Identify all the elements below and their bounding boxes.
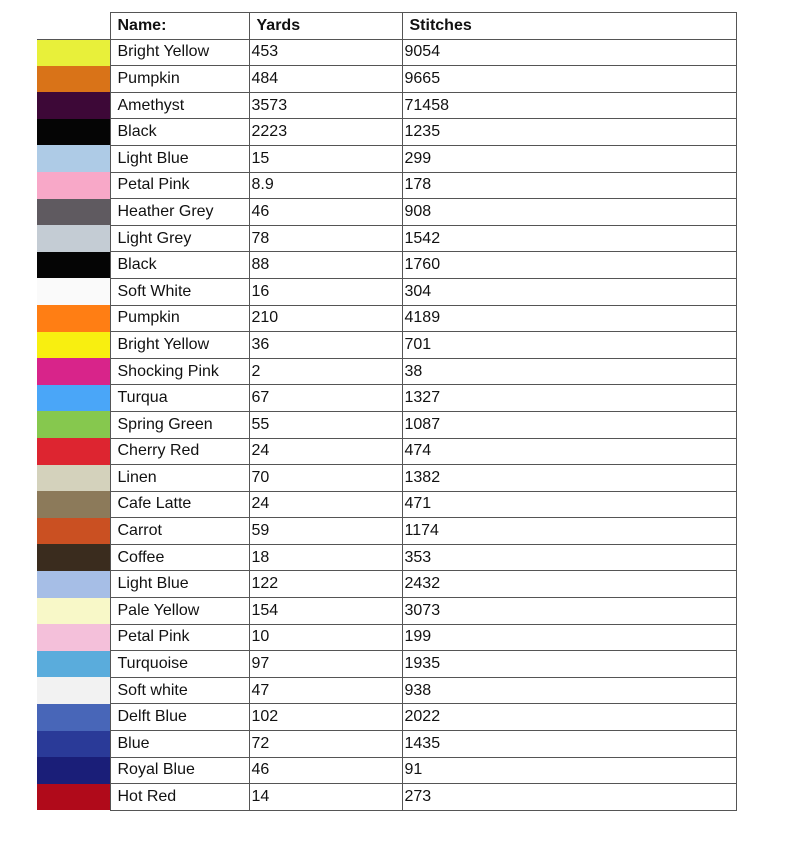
yards-cell: 97 <box>249 651 402 678</box>
color-name-cell: Soft white <box>110 677 249 704</box>
color-name-cell: Petal Pink <box>110 172 249 199</box>
color-swatch <box>37 172 110 199</box>
color-name-cell: Pumpkin <box>110 66 249 93</box>
table-row <box>37 145 736 172</box>
color-swatch <box>37 411 110 438</box>
table-row <box>37 278 736 305</box>
stitches-cell: 701 <box>402 332 736 359</box>
yards-cell: 88 <box>249 252 402 279</box>
color-swatch <box>37 252 110 279</box>
color-name-cell: Light Blue <box>110 571 249 598</box>
color-swatch <box>37 544 110 571</box>
stitches-cell: 1542 <box>402 225 736 252</box>
color-swatch <box>37 332 110 359</box>
color-swatch <box>37 199 110 226</box>
color-swatch <box>37 651 110 678</box>
table-row <box>37 172 736 199</box>
yards-cell: 24 <box>249 438 402 465</box>
color-swatch-cell <box>37 624 110 651</box>
color-swatch <box>37 119 110 146</box>
name-header: Name: <box>110 13 249 40</box>
yards-cell: 67 <box>249 385 402 412</box>
yards-cell: 55 <box>249 411 402 438</box>
color-swatch <box>37 677 110 704</box>
swatch-header <box>37 13 110 40</box>
table-row <box>37 92 736 119</box>
table-row <box>37 757 736 784</box>
table-row <box>37 651 736 678</box>
color-swatch-cell <box>37 385 110 412</box>
color-swatch-cell <box>37 199 110 226</box>
yards-cell: 453 <box>249 39 402 66</box>
stitches-cell: 71458 <box>402 92 736 119</box>
color-name-cell: Bright Yellow <box>110 39 249 66</box>
color-swatch <box>37 731 110 758</box>
color-swatch <box>37 66 110 93</box>
color-swatch <box>37 491 110 518</box>
yards-cell: 10 <box>249 624 402 651</box>
color-swatch <box>37 92 110 119</box>
color-name-cell: Delft Blue <box>110 704 249 731</box>
color-swatch <box>37 624 110 651</box>
stitches-cell: 938 <box>402 677 736 704</box>
stitches-cell: 91 <box>402 757 736 784</box>
color-swatch-cell <box>37 225 110 252</box>
color-swatch-cell <box>37 544 110 571</box>
color-name-cell: Pale Yellow <box>110 598 249 625</box>
color-swatch <box>37 518 110 545</box>
yards-cell: 72 <box>249 731 402 758</box>
color-name-cell: Royal Blue <box>110 757 249 784</box>
yards-cell: 8.9 <box>249 172 402 199</box>
color-name-cell: Cafe Latte <box>110 491 249 518</box>
color-swatch-cell <box>37 438 110 465</box>
yards-cell: 102 <box>249 704 402 731</box>
stitches-cell: 2432 <box>402 571 736 598</box>
color-swatch <box>37 571 110 598</box>
color-swatch <box>37 704 110 731</box>
table-row <box>37 571 736 598</box>
table-row <box>37 465 736 492</box>
table-row <box>37 598 736 625</box>
table-row <box>37 358 736 385</box>
stitches-cell: 1235 <box>402 119 736 146</box>
color-swatch <box>37 784 110 811</box>
stitches-cell: 304 <box>402 278 736 305</box>
color-swatch-cell <box>37 784 110 811</box>
color-name-cell: Turquoise <box>110 651 249 678</box>
yards-cell: 59 <box>249 518 402 545</box>
yards-cell: 2 <box>249 358 402 385</box>
table-row <box>37 332 736 359</box>
color-name-cell: Heather Grey <box>110 199 249 226</box>
color-swatch <box>37 465 110 492</box>
yards-header: Yards <box>249 13 402 40</box>
color-swatch-cell <box>37 651 110 678</box>
stitches-cell: 299 <box>402 145 736 172</box>
yards-cell: 484 <box>249 66 402 93</box>
stitches-cell: 178 <box>402 172 736 199</box>
color-swatch-cell <box>37 757 110 784</box>
yards-cell: 3573 <box>249 92 402 119</box>
color-swatch-cell <box>37 145 110 172</box>
stitches-cell: 1760 <box>402 252 736 279</box>
color-name-cell: Shocking Pink <box>110 358 249 385</box>
table-row <box>37 784 736 811</box>
color-name-cell: Black <box>110 252 249 279</box>
stitches-cell: 908 <box>402 199 736 226</box>
table-row <box>37 544 736 571</box>
color-name-cell: Bright Yellow <box>110 332 249 359</box>
color-swatch-cell <box>37 66 110 93</box>
color-swatch <box>37 358 110 385</box>
stitches-cell: 353 <box>402 544 736 571</box>
table-row <box>37 199 736 226</box>
table-row <box>37 385 736 412</box>
yards-cell: 2223 <box>249 119 402 146</box>
color-swatch-cell <box>37 518 110 545</box>
table-row <box>37 252 736 279</box>
color-name-cell: Carrot <box>110 518 249 545</box>
yards-cell: 70 <box>249 465 402 492</box>
color-swatch <box>37 40 110 66</box>
table-row <box>37 411 736 438</box>
color-swatch-cell <box>37 119 110 146</box>
yards-cell: 15 <box>249 145 402 172</box>
color-swatch <box>37 438 110 465</box>
color-swatch <box>37 598 110 625</box>
yards-cell: 78 <box>249 225 402 252</box>
color-name-cell: Pumpkin <box>110 305 249 332</box>
color-name-cell: Cherry Red <box>110 438 249 465</box>
color-swatch-cell <box>37 598 110 625</box>
stitches-cell: 471 <box>402 491 736 518</box>
color-swatch-cell <box>37 39 110 66</box>
table-row <box>37 119 736 146</box>
table-row <box>37 438 736 465</box>
color-swatch-cell <box>37 571 110 598</box>
color-swatch-cell <box>37 731 110 758</box>
yards-cell: 36 <box>249 332 402 359</box>
yards-cell: 210 <box>249 305 402 332</box>
stitches-cell: 2022 <box>402 704 736 731</box>
stitches-header: Stitches <box>402 13 736 40</box>
table-row <box>37 66 736 93</box>
color-name-cell: Petal Pink <box>110 624 249 651</box>
yards-cell: 24 <box>249 491 402 518</box>
stitches-cell: 474 <box>402 438 736 465</box>
stitches-cell: 1087 <box>402 411 736 438</box>
color-name-cell: Hot Red <box>110 784 249 811</box>
yards-cell: 46 <box>249 757 402 784</box>
color-swatch-cell <box>37 172 110 199</box>
stitches-cell: 9054 <box>402 39 736 66</box>
color-swatch-cell <box>37 252 110 279</box>
color-swatch-cell <box>37 358 110 385</box>
color-name-cell: Soft White <box>110 278 249 305</box>
stitches-cell: 1327 <box>402 385 736 412</box>
table-row <box>37 39 736 66</box>
color-name-cell: Blue <box>110 731 249 758</box>
color-swatch-cell <box>37 278 110 305</box>
color-name-cell: Light Blue <box>110 145 249 172</box>
stitches-cell: 199 <box>402 624 736 651</box>
color-name-cell: Turqua <box>110 385 249 412</box>
yards-cell: 46 <box>249 199 402 226</box>
table-row <box>37 677 736 704</box>
color-swatch-cell <box>37 332 110 359</box>
color-swatch-cell <box>37 677 110 704</box>
color-swatch <box>37 278 110 305</box>
stitches-cell: 1382 <box>402 465 736 492</box>
yarn-table <box>37 12 737 811</box>
yards-cell: 18 <box>249 544 402 571</box>
stitches-cell: 273 <box>402 784 736 811</box>
color-name-cell: Coffee <box>110 544 249 571</box>
table-row <box>37 305 736 332</box>
stitches-cell: 38 <box>402 358 736 385</box>
stitches-cell: 9665 <box>402 66 736 93</box>
stitches-cell: 4189 <box>402 305 736 332</box>
table-row <box>37 518 736 545</box>
color-swatch <box>37 145 110 172</box>
color-name-cell: Spring Green <box>110 411 249 438</box>
table-row <box>37 225 736 252</box>
color-swatch <box>37 305 110 332</box>
color-name-cell: Linen <box>110 465 249 492</box>
stitches-cell: 1935 <box>402 651 736 678</box>
color-swatch <box>37 757 110 784</box>
color-name-cell: Amethyst <box>110 92 249 119</box>
color-name-cell: Black <box>110 119 249 146</box>
stitches-cell: 1174 <box>402 518 736 545</box>
color-swatch-cell <box>37 704 110 731</box>
yards-cell: 14 <box>249 784 402 811</box>
table-row <box>37 491 736 518</box>
header-row <box>37 13 736 40</box>
color-swatch <box>37 225 110 252</box>
table-row <box>37 731 736 758</box>
color-name-cell: Light Grey <box>110 225 249 252</box>
yards-cell: 122 <box>249 571 402 598</box>
color-swatch-cell <box>37 411 110 438</box>
stitches-cell: 1435 <box>402 731 736 758</box>
yards-cell: 154 <box>249 598 402 625</box>
yards-cell: 47 <box>249 677 402 704</box>
table-row <box>37 704 736 731</box>
color-swatch-cell <box>37 92 110 119</box>
color-swatch-cell <box>37 465 110 492</box>
table-row <box>37 624 736 651</box>
color-swatch-cell <box>37 491 110 518</box>
table-body <box>37 39 736 810</box>
stitches-cell: 3073 <box>402 598 736 625</box>
color-swatch-cell <box>37 305 110 332</box>
yards-cell: 16 <box>249 278 402 305</box>
color-swatch <box>37 385 110 412</box>
